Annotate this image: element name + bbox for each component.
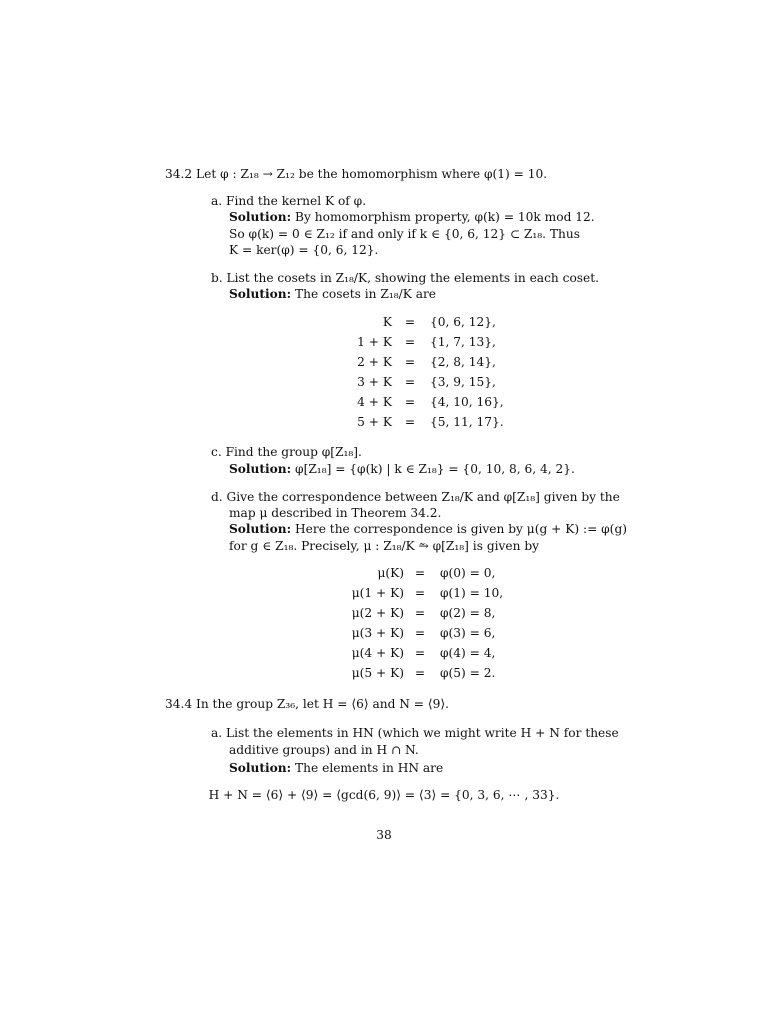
mu-rel: = xyxy=(414,586,426,600)
coset-rel: = xyxy=(404,335,416,349)
coset-rel: = xyxy=(404,415,416,429)
mu-rhs: φ(3) = 6, xyxy=(440,626,496,640)
solution-text: By homomorphism property, φ(k) = 10k mod 12. xyxy=(295,210,595,224)
mu-row xyxy=(0,623,768,643)
problem-34-4-header: 34.4 In the group Z₃₆, let H = ⟨6⟩ and N = ⟨9⟩. xyxy=(165,697,450,711)
page-number: 38 xyxy=(376,828,392,842)
mu-rel: = xyxy=(414,626,426,640)
coset-rel: = xyxy=(404,355,416,369)
coset-rhs: {3, 9, 15}, xyxy=(430,375,496,389)
part-a-solution-line-1 xyxy=(229,209,595,225)
coset-row xyxy=(0,312,768,332)
mu-row xyxy=(0,603,768,623)
part-d-solution-line-1 xyxy=(229,521,627,537)
solution-text: The cosets in Z₁₈/K are xyxy=(295,287,437,301)
coset-rel: = xyxy=(404,315,416,329)
part-a-solution-line-3: K = ker(φ) = {0, 6, 12}. xyxy=(229,243,379,257)
display-equation: H + N = ⟨6⟩ + ⟨9⟩ = ⟨gcd(6, 9)⟩ = ⟨3⟩ = {0, 3, 6, ⋯ , 33}. xyxy=(208,788,560,802)
part-d-question-line-1: d. Give the correspondence between Z₁₈/K and φ[Z₁₈] given by the xyxy=(211,490,620,504)
coset-lhs: 5 + K xyxy=(357,415,392,429)
coset-lhs: K xyxy=(382,315,392,329)
mu-rel: = xyxy=(414,666,426,680)
coset-rhs: {2, 8, 14}, xyxy=(430,355,496,369)
mu-lhs: μ(2 + K) xyxy=(351,606,404,620)
solution-label: Solution: xyxy=(229,462,292,476)
solution-text: φ[Z₁₈] = {φ(k) | k ∈ Z₁₈} = {0, 10, 8, 6, 4, 2}. xyxy=(295,462,575,476)
mu-rel: = xyxy=(414,566,426,580)
mu-rhs: φ(1) = 10, xyxy=(440,586,504,600)
coset-row xyxy=(0,332,768,352)
coset-row xyxy=(0,392,768,412)
coset-lhs: 3 + K xyxy=(357,375,392,389)
part-a-question-line-1: a. List the elements in HN (which we might write H + N for these xyxy=(211,726,619,740)
part-c-solution-line-1 xyxy=(229,461,575,477)
mu-row xyxy=(0,663,768,683)
mu-rhs: φ(5) = 2. xyxy=(440,666,496,680)
mu-lhs: μ(5 + K) xyxy=(351,666,404,680)
coset-lhs: 4 + K xyxy=(357,395,392,409)
part-a-solution-line-1 xyxy=(229,760,443,776)
mu-lhs: μ(3 + K) xyxy=(351,626,404,640)
coset-lhs: 1 + K xyxy=(357,335,392,349)
part-a-solution-line-2: So φ(k) = 0 ∈ Z₁₂ if and only if k ∈ {0, 6, 12} ⊂ Z₁₈. Thus xyxy=(229,227,580,241)
coset-row xyxy=(0,372,768,392)
part-c-question: c. Find the group φ[Z₁₈]. xyxy=(211,445,362,459)
mu-lhs: μ(K) xyxy=(377,566,404,580)
coset-rhs: {1, 7, 13}, xyxy=(430,335,496,349)
part-a-question: a. Find the kernel K of φ. xyxy=(211,194,367,208)
mu-rhs: φ(4) = 4, xyxy=(440,646,496,660)
mu-rhs: φ(2) = 8, xyxy=(440,606,496,620)
solution-label: Solution: xyxy=(229,210,292,224)
part-d-question-line-2: map μ described in Theorem 34.2. xyxy=(229,506,442,520)
solution-text: Here the correspondence is given by μ(g + K) := φ(g) xyxy=(295,522,627,536)
coset-row xyxy=(0,352,768,372)
coset-rhs: {5, 11, 17}. xyxy=(430,415,504,429)
coset-rel: = xyxy=(404,395,416,409)
part-b-question: b. List the cosets in Z₁₈/K, showing the elements in each coset. xyxy=(211,271,600,285)
mu-rel: = xyxy=(414,646,426,660)
solution-label: Solution: xyxy=(229,761,292,775)
coset-rhs: {0, 6, 12}, xyxy=(430,315,496,329)
coset-row xyxy=(0,412,768,432)
mu-row xyxy=(0,563,768,583)
mu-row xyxy=(0,643,768,663)
mu-lhs: μ(1 + K) xyxy=(351,586,404,600)
coset-rhs: {4, 10, 16}, xyxy=(430,395,504,409)
coset-rel: = xyxy=(404,375,416,389)
part-a-question-line-2: additive groups) and in H ∩ N. xyxy=(229,743,419,757)
solution-label: Solution: xyxy=(229,287,292,301)
mu-rhs: φ(0) = 0, xyxy=(440,566,496,580)
mu-lhs: μ(4 + K) xyxy=(351,646,404,660)
part-d-solution-line-2: for g ∈ Z₁₈. Precisely, μ : Z₁₈/K ⥲ φ[Z₁₈] is given by xyxy=(229,539,540,553)
mu-row xyxy=(0,583,768,603)
solution-label: Solution: xyxy=(229,522,292,536)
solution-text: The elements in HN are xyxy=(295,761,444,775)
coset-lhs: 2 + K xyxy=(357,355,392,369)
mu-rel: = xyxy=(414,606,426,620)
part-b-solution-line-1 xyxy=(229,286,436,302)
problem-34-2-header: 34.2 Let φ : Z₁₈ → Z₁₂ be the homomorphism where φ(1) = 10. xyxy=(165,167,548,181)
